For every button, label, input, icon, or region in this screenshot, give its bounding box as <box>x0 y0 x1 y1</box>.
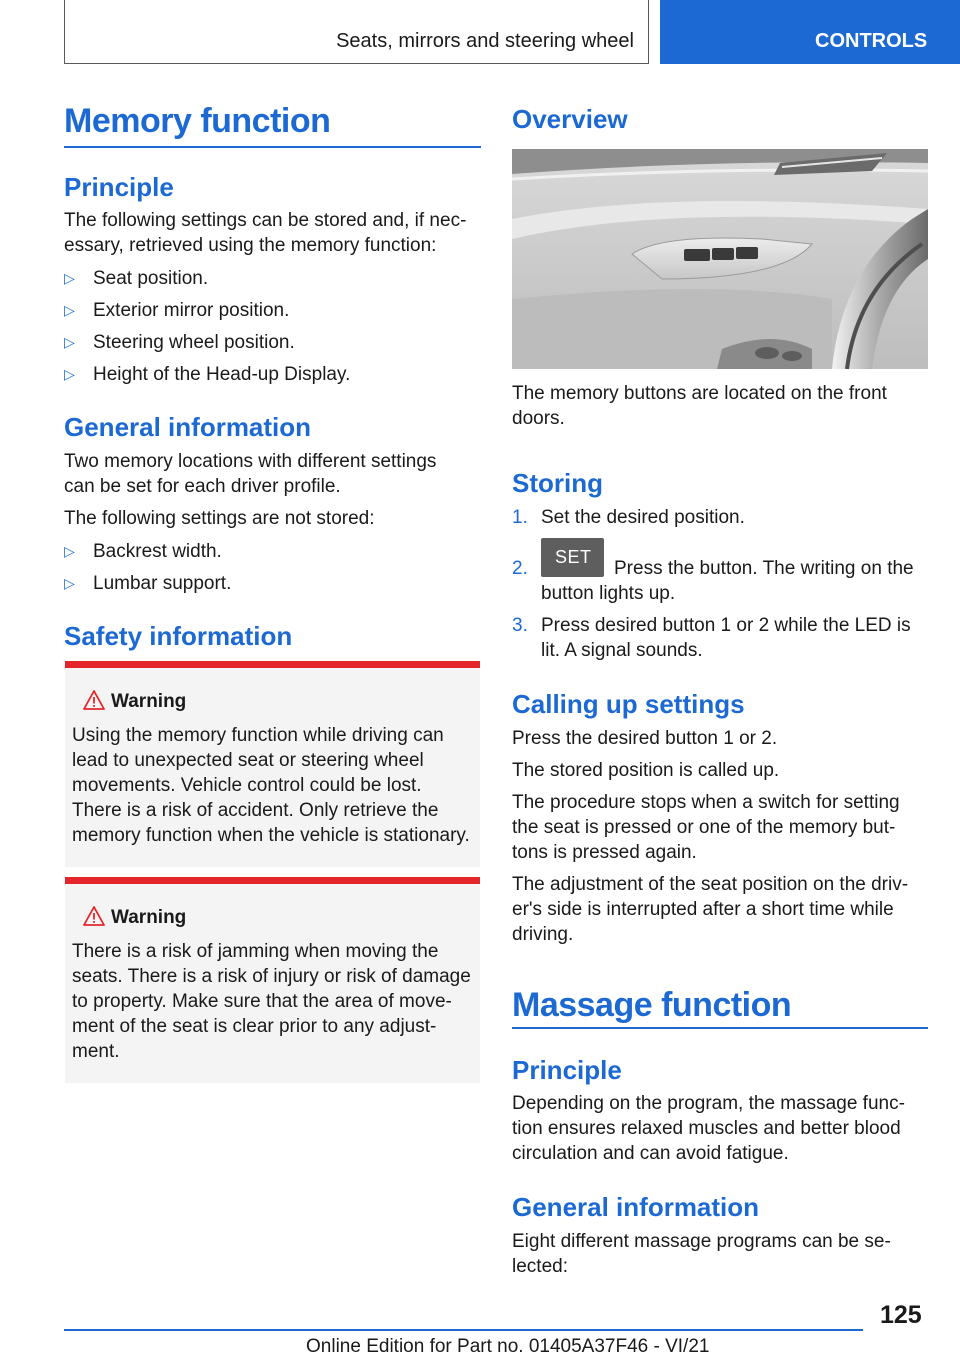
overview-caption: The memory buttons are located on the front doors. <box>512 383 887 429</box>
massage-title: Massage function <box>512 986 792 1024</box>
general-info-text: Two memory locations with different settings can be set for each driver profile. <box>64 451 437 497</box>
massage-principle-text: Depending on the program, the massage func- tion ensures relaxed muscles and better blood circulation and can avoid fatigue. <box>512 1093 905 1164</box>
massage-principle-heading: Principle <box>512 1055 622 1085</box>
calling-up-text: Press the desired button 1 or 2. <box>512 728 778 749</box>
warning-triangle-icon <box>83 906 105 926</box>
step-text-continued: button lights up. <box>541 583 676 604</box>
safety-heading: Safety information <box>64 621 293 651</box>
header-chapter-tab <box>660 0 960 64</box>
title-rule <box>64 146 481 148</box>
general-info-heading: General information <box>64 412 312 442</box>
step-text: Set the desired position. <box>541 507 745 528</box>
header-section-title: Seats, mirrors and steering wheel <box>336 30 634 52</box>
warning-title: Warning <box>111 907 187 928</box>
triangle-bullet-icon: ▷ <box>64 543 75 559</box>
massage-general-text: Eight different massage programs can be se- lected: <box>512 1231 891 1277</box>
warning-text: Using the memory function while driving can lead to unexpected seat or steering wheel movements. Vehicle control could be lost. There is a risk of accident. Only retrieve the memory function when the vehicle is stationary. <box>72 725 470 846</box>
step-number: 3. <box>512 615 528 636</box>
triangle-bullet-icon: ▷ <box>64 366 75 382</box>
massage-general-heading: General information <box>512 1192 760 1222</box>
warning-text: There is a risk of jamming when moving the seats. There is a risk of injury or risk of damage to property. Make sure that the area of move- ment of the seat is clear prior to any adjust- ment. <box>72 941 471 1062</box>
calling-up-text: The procedure stops when a switch for setting the seat is pressed or one of the memory but- tons is pressed again. <box>512 792 900 863</box>
page-title: Memory function <box>64 102 331 140</box>
header-section-box <box>64 0 649 64</box>
calling-up-text: The adjustment of the seat position on the driv- er's side is interrupted after a short time while driving. <box>512 874 909 945</box>
door-memory-buttons-photo <box>512 149 928 369</box>
triangle-bullet-icon: ▷ <box>64 575 75 591</box>
set-button-icon: SET <box>541 538 604 577</box>
general-info-text2: The following settings are not stored: <box>64 508 375 529</box>
step-number: 1. <box>512 507 528 528</box>
edition-text: Online Edition for Part no. 01405A37F46 - VI/21 <box>306 1336 710 1357</box>
step-number: 2. <box>512 558 528 579</box>
page-number: 125 <box>880 1301 922 1329</box>
triangle-bullet-icon: ▷ <box>64 270 75 286</box>
calling-up-heading: Calling up settings <box>512 689 745 719</box>
principle-heading: Principle <box>64 172 174 202</box>
header-chapter-title: CONTROLS <box>815 30 928 52</box>
triangle-bullet-icon: ▷ <box>64 334 75 350</box>
warning-title: Warning <box>111 691 187 712</box>
principle-text: The following settings can be stored and, if nec- essary, retrieved using the memory function: <box>64 210 467 256</box>
warning-box <box>65 877 480 1083</box>
overview-heading: Overview <box>512 104 628 134</box>
triangle-bullet-icon: ▷ <box>64 302 75 318</box>
footer-rule <box>64 1329 863 1331</box>
warning-triangle-icon <box>83 690 105 710</box>
step-text: Press the button. The writing on the <box>614 558 914 579</box>
storing-heading: Storing <box>512 468 603 498</box>
massage-title-rule <box>512 1027 928 1029</box>
warning-box <box>65 661 480 867</box>
calling-up-text: The stored position is called up. <box>512 760 780 781</box>
step-text: Press desired button 1 or 2 while the LED is lit. A signal sounds. <box>541 615 911 661</box>
